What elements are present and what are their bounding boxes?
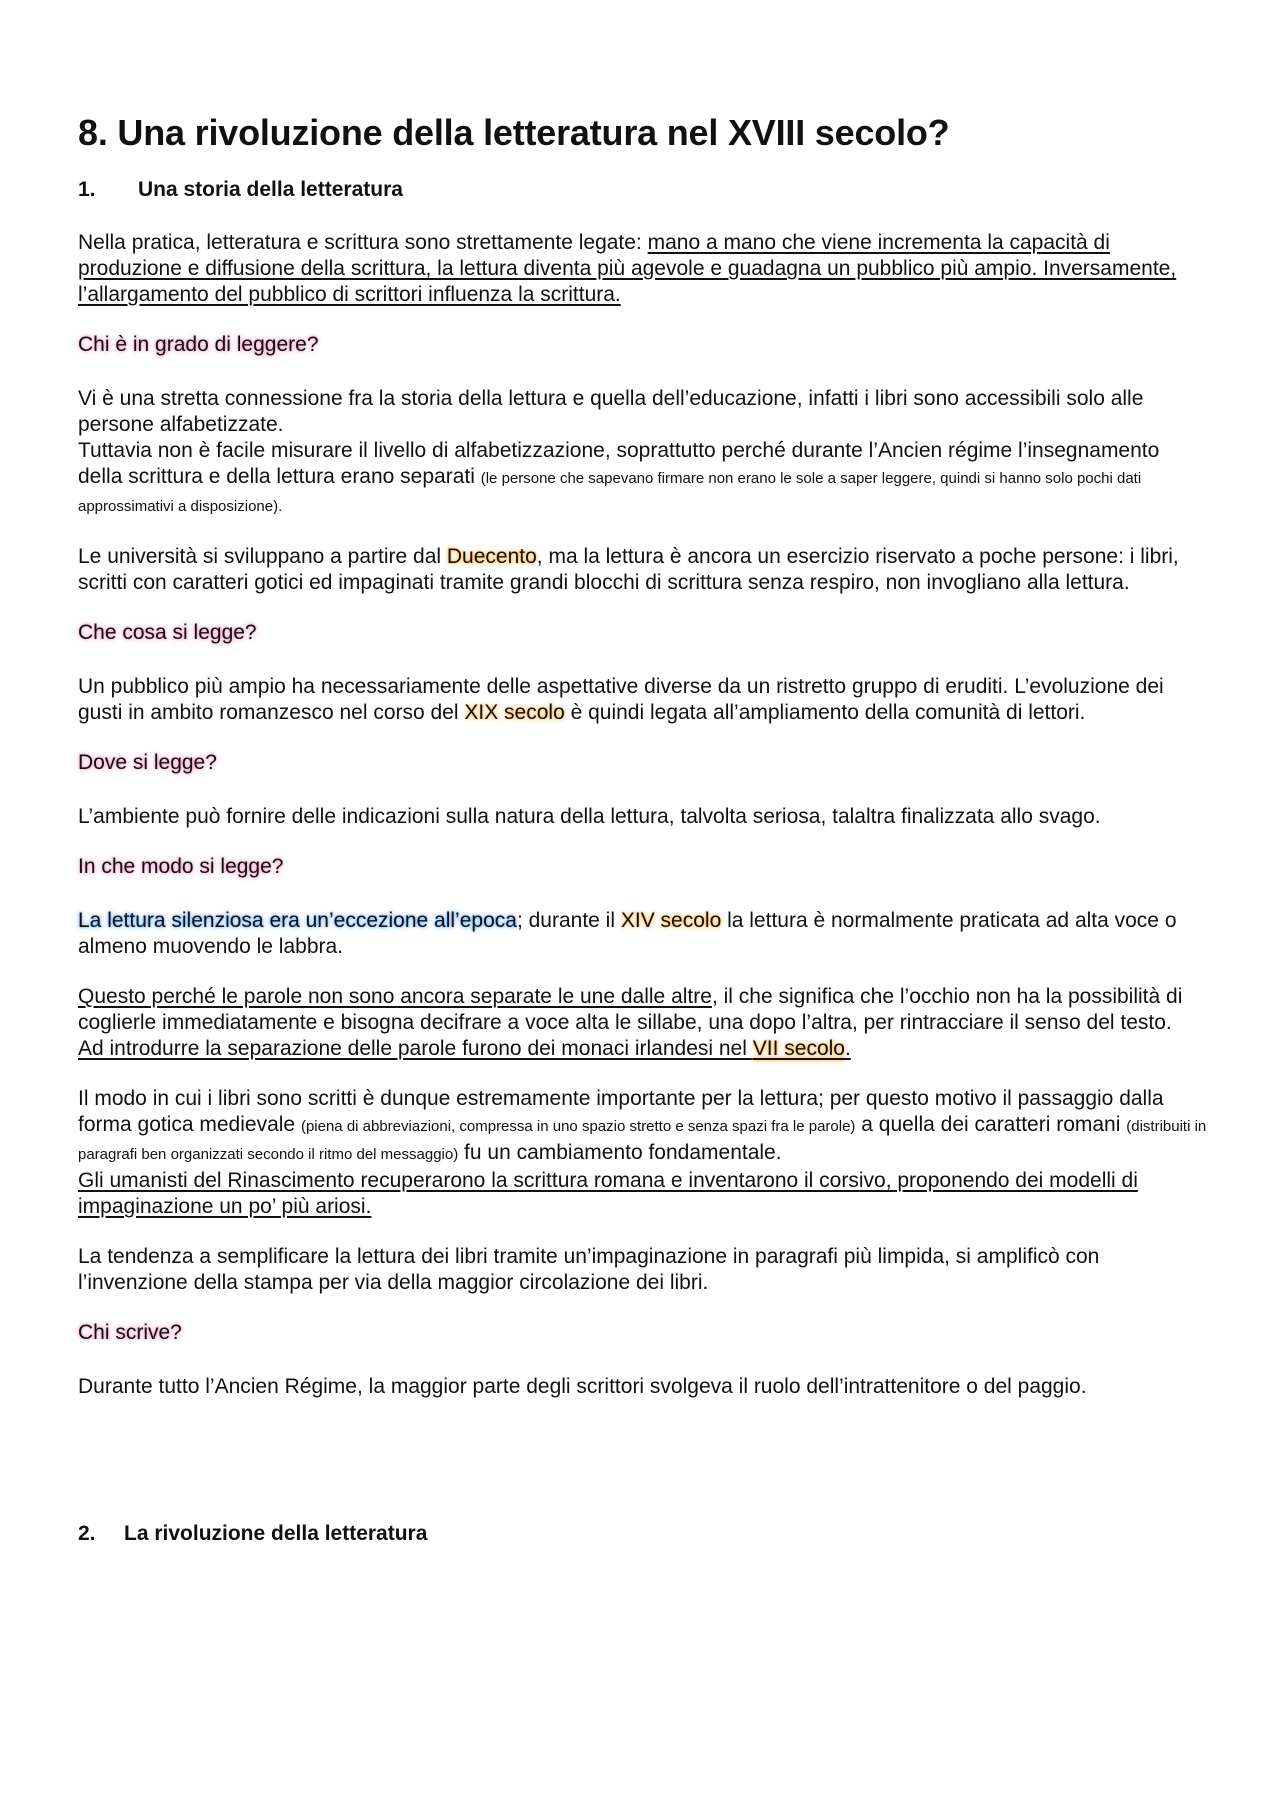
small-note: (distribuiti in paragrafi ben organizzati secondo il ritmo del messaggio) bbox=[78, 1118, 1207, 1163]
underlined-text: mano a mano che viene incrementa la capacità di produzione e diffusione della scrittura, la lettura diventa più agevole e guadagna un pubblico più ampio. Inversamente, l’allargamento del pubblico di scrittori influenza la scrittura. bbox=[78, 231, 1177, 306]
highlighted-phrase: La lettura silenziosa era un’eccezione all’epoca bbox=[78, 909, 517, 932]
underlined-text: Ad introdurre la separazione delle parole furono dei monaci irlandesi nel VII secolo. bbox=[78, 1037, 851, 1060]
question-heading-where-read: Dove si legge? bbox=[78, 751, 217, 774]
highlighted-term: XIX secolo bbox=[464, 701, 565, 724]
small-note: (piena di abbreviazioni, compressa in uno spazio stretto e senza spazi fra le parole) bbox=[300, 1118, 856, 1135]
section-number: 2. bbox=[78, 1522, 96, 1545]
question-heading-who-reads: Chi è in grado di leggere? bbox=[78, 333, 319, 356]
section-heading-2 bbox=[78, 1522, 1208, 1546]
page-title: 8. Una rivoluzione della letteratura nel XVIII secolo? bbox=[78, 112, 950, 153]
underlined-text: Gli umanisti del Rinascimento recuperarono la scrittura romana e inventarono il corsivo, proponendo dei modelli di impaginazione un po’ più ariosi. bbox=[78, 1169, 1138, 1218]
paragraph: Le università si sviluppano a partire dal Duecento, ma la lettura è ancora un esercizio riservato a poche persone: i libri, scritti con caratteri gotici ed impaginati tramite grandi blocchi di scrittura senza respiro, non invogliano alla lettura. bbox=[78, 545, 1179, 594]
small-note: (le persone che sapevano firmare non erano le sole a saper leggere, quindi si hanno solo pochi dati approssimativi a disposizione). bbox=[78, 470, 1142, 515]
document-page bbox=[78, 112, 1208, 1574]
highlighted-term: XIV secolo bbox=[620, 909, 722, 932]
section-title: La rivoluzione della letteratura bbox=[124, 1522, 428, 1545]
section-number: 1. bbox=[78, 178, 96, 201]
paragraph: Vi è una stretta connessione fra la storia della lettura e quella dell’educazione, infatti i libri sono accessibili solo alle persone alfabetizzate. Tuttavia non è facile misurare il livello di alfabetizzazione, soprattutto perché durante l’Ancien régime l’insegnamento della scrittura e della lettura erano separati (le persone che sapevano firmare non erano le sole a saper leggere, quindi si hanno solo pochi dati approssimativi a disposizione). bbox=[78, 387, 1160, 515]
paragraph: L’ambiente può fornire delle indicazioni sulla natura della lettura, talvolta seriosa, talaltra finalizzata allo svago. bbox=[78, 805, 1101, 828]
section-title: Una storia della letteratura bbox=[138, 178, 403, 201]
section-heading-1 bbox=[78, 178, 1208, 202]
paragraph: Un pubblico più ampio ha necessariamente delle aspettative diverse da un ristretto gruppo di eruditi. L’evoluzione dei gusti in ambito romanzesco nel corso del XIX secolo è quindi legata all’ampliamento della comunità di lettori. bbox=[78, 675, 1164, 724]
highlighted-term: VII secolo bbox=[752, 1037, 845, 1060]
highlighted-term: Duecento bbox=[446, 545, 537, 568]
paragraph: Durante tutto l’Ancien Régime, la maggior parte degli scrittori svolgeva il ruolo dell’intrattenitore o del paggio. bbox=[78, 1375, 1087, 1398]
paragraph: Il modo in cui i libri sono scritti è dunque estremamente importante per la lettura; per questo motivo il passaggio dalla forma gotica medievale (piena di abbreviazioni, compressa in uno spazio stretto e senza spazi fra le parole) a quella dei caratteri romani (distribuiti in paragrafi ben organizzati secondo il ritmo del messaggio) fu un cambiamento fondamentale. Gli umanisti del Rinascimento recuperarono la scrittura romana e inventarono il corsivo, proponendo dei modelli di impaginazione un po’ più ariosi. bbox=[78, 1087, 1207, 1218]
question-heading-what-is-read: Che cosa si legge? bbox=[78, 621, 257, 644]
paragraph: La tendenza a semplificare la lettura dei libri tramite un’impaginazione in paragrafi più limpida, si amplificò con l’invenzione della stampa per via della maggior circolazione dei libri. bbox=[78, 1245, 1100, 1294]
question-heading-how-read: In che modo si legge? bbox=[78, 855, 284, 878]
paragraph: Questo perché le parole non sono ancora separate le une dalle altre, il che significa che l’occhio non ha la possibilità di coglierle immediatamente e bisogna decifrare a voce alta le sillabe, una dopo l’altra, per rintracciare il senso del testo. Ad introdurre la separazione delle parole furono dei monaci irlandesi nel VII secolo. bbox=[78, 985, 1183, 1060]
paragraph: La lettura silenziosa era un’eccezione all’epoca; durante il XIV secolo la lettura è normalmente praticata ad alta voce o almeno muovendo le labbra. bbox=[78, 909, 1177, 958]
underlined-text: Questo perché le parole non sono ancora separate le une dalle altre bbox=[78, 985, 712, 1008]
question-heading-who-writes: Chi scrive? bbox=[78, 1321, 182, 1344]
intro-paragraph: Nella pratica, letteratura e scrittura sono strettamente legate: mano a mano che viene incrementa la capacità di produzione e diffusione della scrittura, la lettura diventa più agevole e guadagna un pubblico più ampio. Inversamente, l’allargamento del pubblico di scrittori influenza la scrittura. bbox=[78, 231, 1177, 306]
